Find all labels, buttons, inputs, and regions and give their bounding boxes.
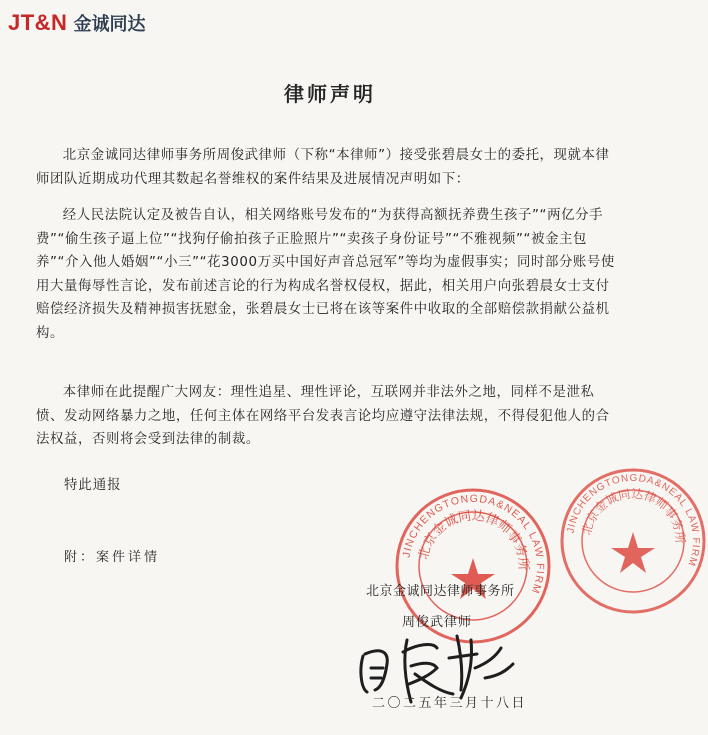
firm-logo <box>8 7 145 39</box>
signature-firm: 北京金诚同达律师事务所 <box>366 584 515 599</box>
paragraph-findings: 经人民法院认定及被告自认，相关网络账号发布的“为获得高额抚养费生孩子”“两亿分手费”“偷生孩子逼上位”“找狗仔偷拍孩子正脸照片”“卖孩子身份证号”“不雅视频”“被金主包养”“介入他人婚姻”“小三”“花3000万买中国好声音总冠军”等均为虚假事实；同时部分账号使用大量侮辱性言论，发布前述言论的行为构成名誉权侵权，据此，相关用户向张碧晨女士支付赔偿经济损失及精神损害抚慰金，张碧晨女士已将在该等案件中收取的全部赔偿款捐献公益机构。 <box>36 208 615 341</box>
paragraph-reminder: 本律师在此提醒广大网友：理性追星、理性评论，互联网并非法外之地，同样不是泄私愤、发动网络暴力之地，任何主体在网络平台发表言论均应遵守法律法规，不得侵犯他人的合法权益，否则将会受到法律的制裁。 <box>36 385 610 447</box>
attachment-note: 附：案件详情 <box>64 550 161 565</box>
svg-text:JINCHENGTONGDA&NEAL LAW FIRM: JINCHENGTONGDA&NEAL LAW FIRM <box>565 472 702 568</box>
signature-lawyer: 周俊武律师 <box>402 615 473 630</box>
svg-text:北京金诚同达律师事务所: 北京金诚同达律师事务所 <box>579 486 688 544</box>
logo-name: 金诚同达 <box>73 14 146 35</box>
paragraph-intro: 北京金诚同达律师事务所周俊武律师（下称“本律师”）接受张碧晨女士的委托，现就本律师团队近期成功代理其数起名誉维权的案件结果及进展情况声明如下： <box>36 148 610 187</box>
logo-mark: JT&N <box>8 10 68 35</box>
document-title: 律师声明 <box>284 82 376 106</box>
law-firm-seal-2 <box>558 466 708 616</box>
svg-text:JINCHENGTONGDA&NEAL LAW FIRM: JINCHENGTONGDA&NEAL LAW FIRM <box>400 492 547 596</box>
closing-line: 特此通报 <box>64 478 122 493</box>
signature-date: 二〇二五年三月十八日 <box>372 696 528 711</box>
svg-text:北京金诚同达律师事务所: 北京金诚同达律师事务所 <box>416 508 531 571</box>
